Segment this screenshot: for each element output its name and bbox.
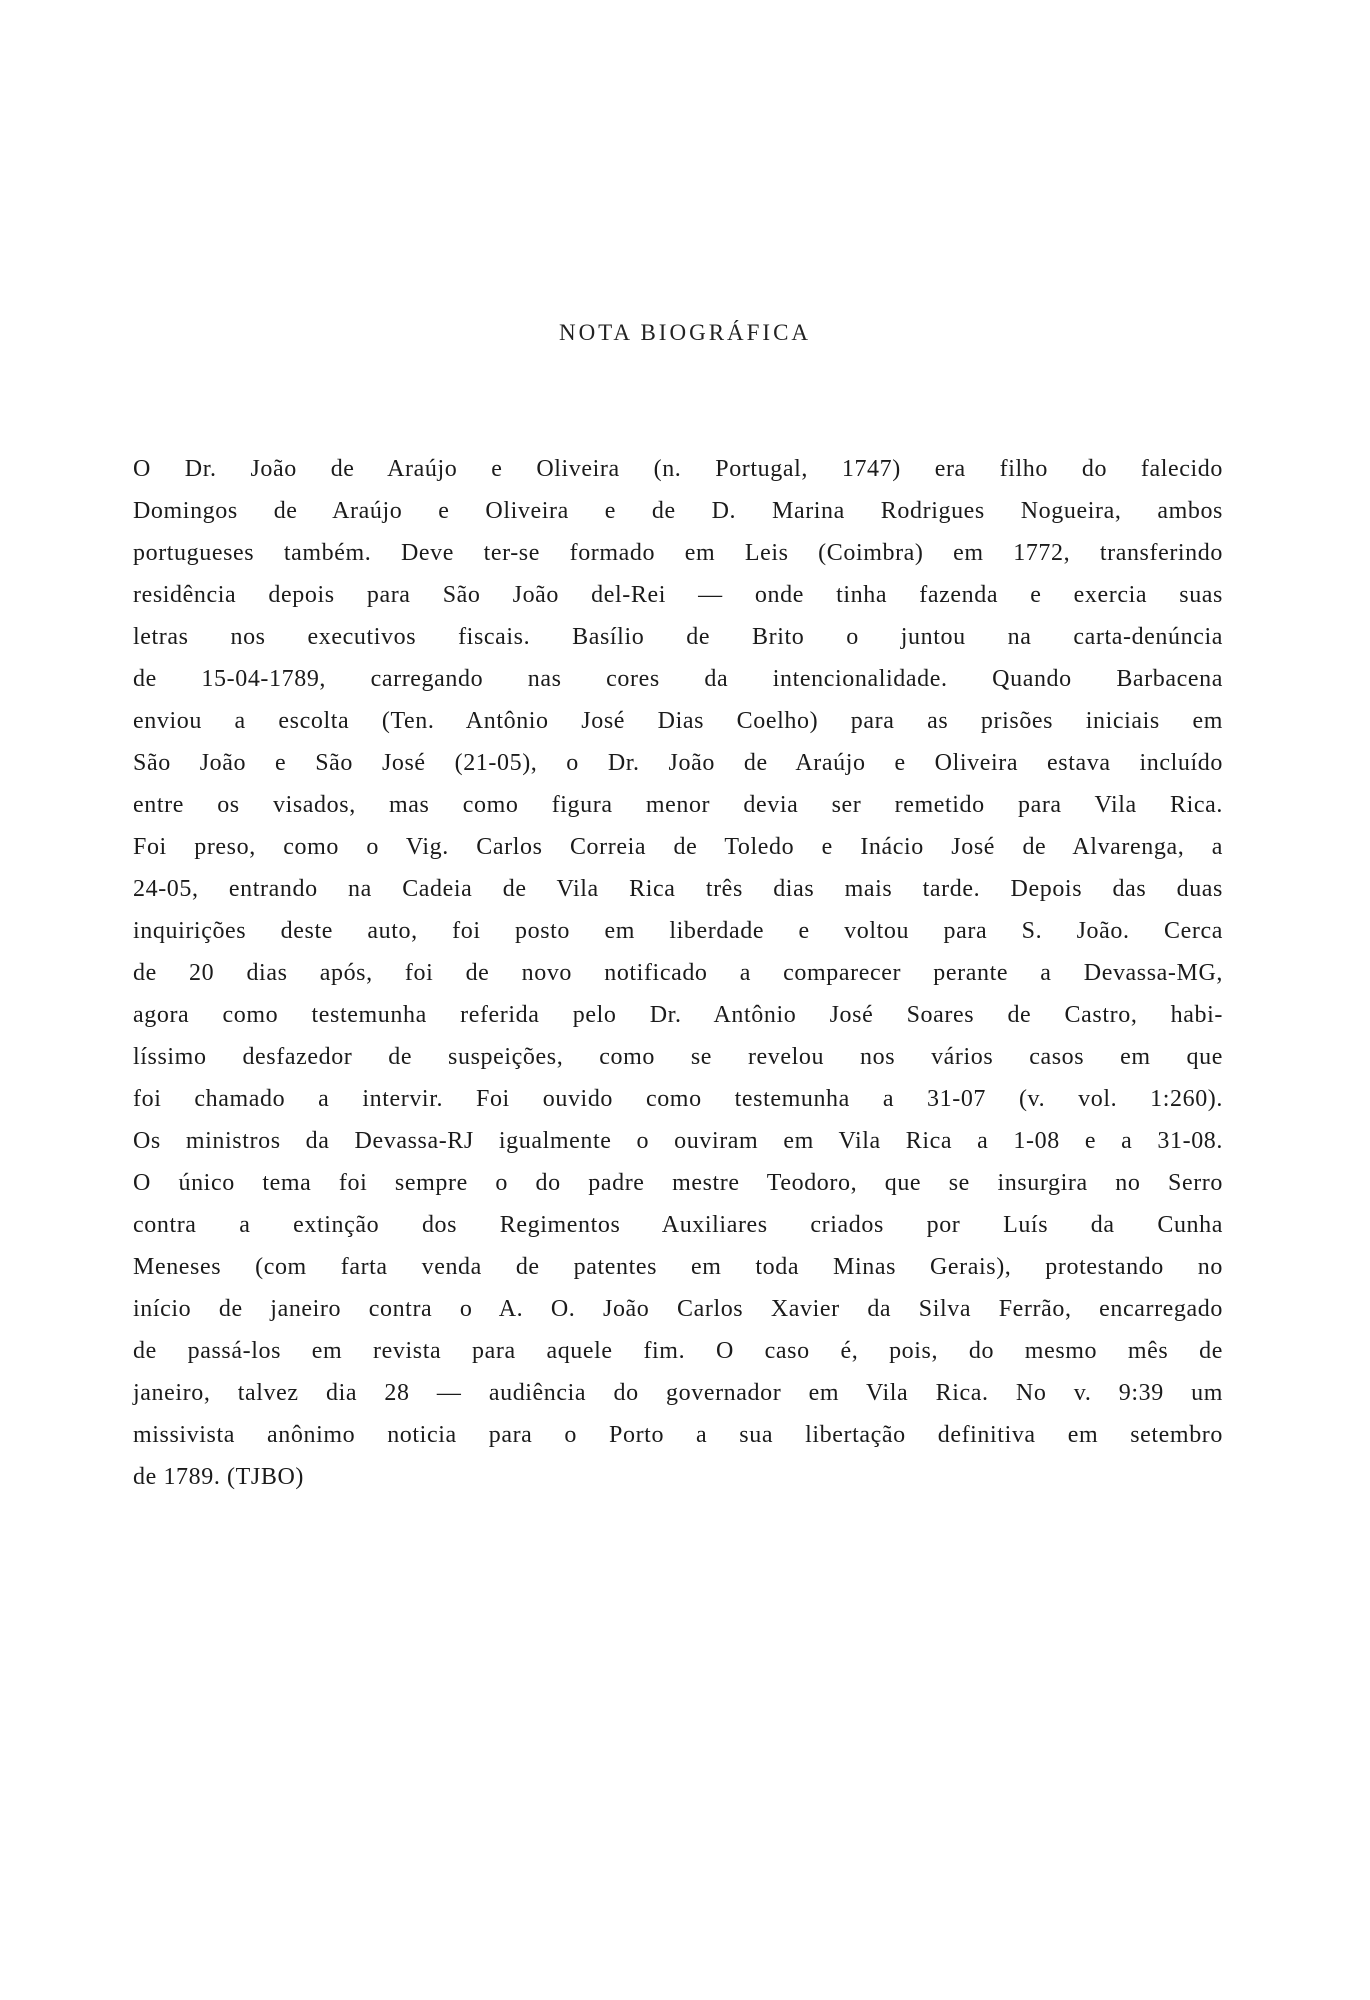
paragraph-line: O Dr. João de Araújo e Oliveira (n. Portugal, 1747) era filho do falecido: [133, 456, 1223, 482]
paragraph-line: residência depois para São João del-Rei — onde tinha fazenda e exercia suas: [133, 582, 1223, 608]
paragraph-line: 24-05, entrando na Cadeia de Vila Rica três dias mais tarde. Depois das duas: [133, 876, 1223, 902]
paragraph-line: líssimo desfazedor de suspeições, como se revelou nos vários casos em que: [133, 1044, 1223, 1070]
paragraph-line: janeiro, talvez dia 28 — audiência do governador em Vila Rica. No v. 9:39 um: [133, 1380, 1223, 1406]
paragraph-line: foi chamado a intervir. Foi ouvido como testemunha a 31-07 (v. vol. 1:260).: [133, 1086, 1223, 1112]
paragraph-line: missivista anônimo noticia para o Porto a sua libertação definitiva em setembro: [133, 1422, 1223, 1448]
paragraph-line: portugueses também. Deve ter-se formado em Leis (Coimbra) em 1772, transferindo: [133, 540, 1223, 566]
paragraph-line: inquirições deste auto, foi posto em liberdade e voltou para S. João. Cerca: [133, 918, 1223, 944]
paragraph-line: enviou a escolta (Ten. Antônio José Dias Coelho) para as prisões iniciais em: [133, 708, 1223, 734]
paragraph-line: de passá-los em revista para aquele fim. O caso é, pois, do mesmo mês de: [133, 1338, 1223, 1364]
paragraph-line: início de janeiro contra o A. O. João Carlos Xavier da Silva Ferrão, encarregado: [133, 1296, 1223, 1322]
paragraph-line: Domingos de Araújo e Oliveira e de D. Marina Rodrigues Nogueira, ambos: [133, 498, 1223, 524]
page-title: NOTA BIOGRÁFICA: [558, 320, 812, 345]
paragraph-line: agora como testemunha referida pelo Dr. Antônio José Soares de Castro, habi-: [133, 1002, 1223, 1028]
paragraph-line: de 20 dias após, foi de novo notificado a comparecer perante a Devassa-MG,: [133, 960, 1223, 986]
paragraph-line: Os ministros da Devassa-RJ igualmente o ouviram em Vila Rica a 1-08 e a 31-08.: [133, 1128, 1223, 1154]
paragraph-line: contra a extinção dos Regimentos Auxiliares criados por Luís da Cunha: [133, 1212, 1223, 1238]
paragraph-line: letras nos executivos fiscais. Basílio de Brito o juntou na carta-denúncia: [133, 624, 1223, 650]
paragraph-line: Meneses (com farta venda de patentes em toda Minas Gerais), protestando no: [133, 1254, 1223, 1280]
paragraph-line: O único tema foi sempre o do padre mestre Teodoro, que se insurgira no Serro: [133, 1170, 1223, 1196]
biographical-note-paragraph: [133, 448, 1223, 1498]
paragraph-line: São João e São José (21-05), o Dr. João de Araújo e Oliveira estava incluído: [133, 750, 1223, 776]
paragraph-line: entre os visados, mas como figura menor devia ser remetido para Vila Rica.: [133, 792, 1223, 818]
paragraph-line: de 1789. (TJBO): [133, 1464, 304, 1490]
paragraph-line: Foi preso, como o Vig. Carlos Correia de Toledo e Inácio José de Alvarenga, a: [133, 834, 1223, 860]
paragraph-line: de 15-04-1789, carregando nas cores da intencionalidade. Quando Barbacena: [133, 666, 1223, 692]
